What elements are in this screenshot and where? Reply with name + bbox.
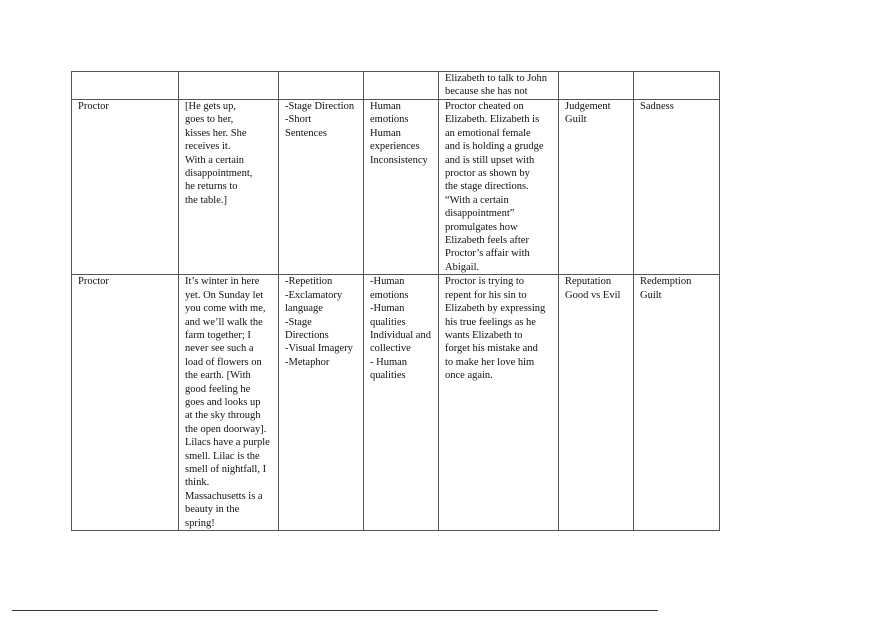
analysis-cell: Elizabeth to talk to John because she has not [439,72,559,100]
quote-cell: It’s winter in here yet. On Sunday let you come with me, and we’ll walk the farm together; I never see such a load of flowers on the earth. [With good feeling he goes and looks up at the sky through the open doorway]. Lilacs have a purple smell. Lilac is the smell of nightfall, I think. Massachusetts is a beauty in the spring! [179,275,279,531]
table-row [72,100,720,275]
themes-cell [364,72,439,100]
analysis-cell: Proctor is trying to repent for his sin to Elizabeth by expressing his true feelings as he wants Elizabeth to forget his mistake and to make her love him once again. [439,275,559,531]
page-footer-divider [12,610,658,611]
character-cell: Proctor [72,100,179,275]
emotion-cell [634,72,720,100]
character-cell: Proctor [72,275,179,531]
character-cell [72,72,179,100]
techniques-cell [279,72,364,100]
analysis-table [71,71,720,531]
themes-cell: Human emotions Human experiences Inconsistency [364,100,439,275]
emotion-cell: Redemption Guilt [634,275,720,531]
emotion-cell: Sadness [634,100,720,275]
analysis-cell: Proctor cheated on Elizabeth. Elizabeth is an emotional female and is holding a grudge and is still upset with proctor as shown by the stage directions. “With a certain disappointment” promulgates how Elizabeth feels after Proctor’s affair with Abigail. [439,100,559,275]
table-row [72,72,720,100]
issues-cell [559,72,634,100]
techniques-cell: -Stage Direction -Short Sentences [279,100,364,275]
themes-cell: -Human emotions -Human qualities Individual and collective - Human qualities [364,275,439,531]
quote-cell [179,72,279,100]
table-row [72,275,720,531]
quote-cell: [He gets up, goes to her, kisses her. She receives it. With a certain disappointment, he returns to the table.] [179,100,279,275]
issues-cell: Judgement Guilt [559,100,634,275]
issues-cell: Reputation Good vs Evil [559,275,634,531]
techniques-cell: -Repetition -Exclamatory language -Stage Directions -Visual Imagery -Metaphor [279,275,364,531]
